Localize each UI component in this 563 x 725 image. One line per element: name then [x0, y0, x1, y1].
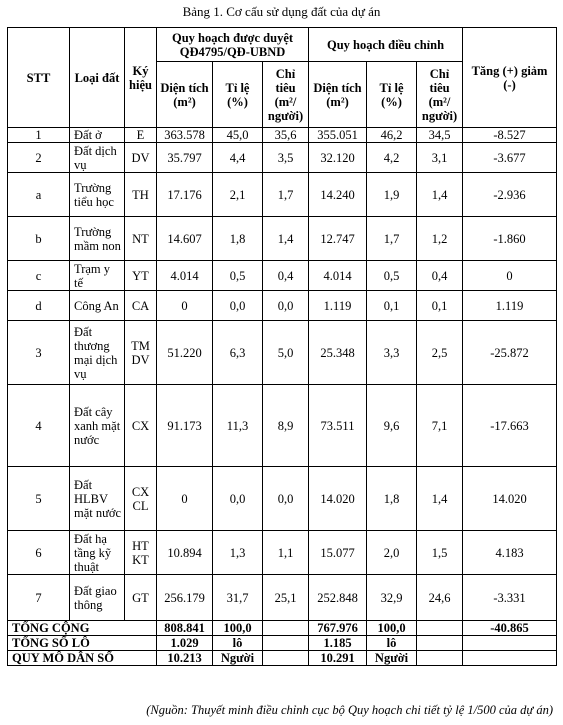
row-area-adjusted: 14.020	[309, 467, 367, 531]
row-area-approved: 51.220	[157, 321, 213, 385]
row-ratio-approved: 6,3	[213, 321, 263, 385]
row-stt: a	[8, 173, 70, 217]
row-index-approved: 35,6	[263, 128, 309, 143]
population-unit-approved: Người	[213, 651, 263, 666]
row-area-adjusted: 1.119	[309, 291, 367, 321]
header-stt: STT	[8, 28, 70, 128]
total-empty-1	[263, 621, 309, 636]
row-area-approved: 35.797	[157, 143, 213, 173]
row-change: 1.119	[463, 291, 557, 321]
row-land-type: Đất thương mại dịch vụ	[70, 321, 125, 385]
row-area-adjusted: 252.848	[309, 575, 367, 621]
row-change: 0	[463, 261, 557, 291]
header-area-adjusted: Diện tích (m²)	[309, 62, 367, 128]
row-ratio-approved: 0,0	[213, 467, 263, 531]
row-land-type: Đất hạ tầng kỹ thuật	[70, 531, 125, 575]
row-land-type: Đất ở	[70, 128, 125, 143]
row-code: E	[125, 128, 157, 143]
population-label: QUY MÔ DÂN SỐ	[8, 651, 157, 666]
table-row	[8, 173, 557, 217]
row-ratio-approved: 11,3	[213, 385, 263, 467]
total-ratio-adjusted: 100,0	[367, 621, 417, 636]
total-empty-2	[417, 621, 463, 636]
row-index-approved: 0,0	[263, 291, 309, 321]
row-change: -1.860	[463, 217, 557, 261]
land-use-table	[7, 27, 557, 666]
row-land-type: Công An	[70, 291, 125, 321]
lots-empty-1	[263, 636, 309, 651]
row-area-approved: 256.179	[157, 575, 213, 621]
row-change: -3.331	[463, 575, 557, 621]
row-area-adjusted: 4.014	[309, 261, 367, 291]
row-area-approved: 0	[157, 467, 213, 531]
row-index-adjusted: 1,5	[417, 531, 463, 575]
population-approved: 10.213	[157, 651, 213, 666]
header-approved-plan: Quy hoạch được duyệt QĐ4795/QĐ-UBND	[157, 28, 309, 62]
row-area-approved: 14.607	[157, 217, 213, 261]
row-ratio-adjusted: 3,3	[367, 321, 417, 385]
row-area-approved: 4.014	[157, 261, 213, 291]
row-index-approved: 1,7	[263, 173, 309, 217]
row-area-adjusted: 14.240	[309, 173, 367, 217]
row-ratio-approved: 2,1	[213, 173, 263, 217]
total-label: TỔNG CỘNG	[8, 621, 157, 636]
row-stt: c	[8, 261, 70, 291]
population-adjusted: 10.291	[309, 651, 367, 666]
lots-adjusted: 1.185	[309, 636, 367, 651]
table-row	[8, 531, 557, 575]
row-index-adjusted: 0,4	[417, 261, 463, 291]
table-title: Bảng 1. Cơ cấu sử dụng đất của dự án	[182, 4, 381, 19]
population-empty-1	[263, 651, 309, 666]
row-ratio-approved: 45,0	[213, 128, 263, 143]
row-land-type: Đất dịch vụ	[70, 143, 125, 173]
row-index-approved: 3,5	[263, 143, 309, 173]
row-index-adjusted: 0,1	[417, 291, 463, 321]
population-empty-2	[417, 651, 463, 666]
row-code: DV	[125, 143, 157, 173]
row-land-type: Đất giao thông	[70, 575, 125, 621]
row-area-approved: 363.578	[157, 128, 213, 143]
header-land-type: Loại đất	[70, 28, 125, 128]
lots-empty-2	[417, 636, 463, 651]
total-ratio-approved: 100,0	[213, 621, 263, 636]
lots-label: TỔNG SỐ LÔ	[8, 636, 157, 651]
header-ratio-adjusted: Tỉ lệ (%)	[367, 62, 417, 128]
row-area-approved: 91.173	[157, 385, 213, 467]
row-ratio-adjusted: 9,6	[367, 385, 417, 467]
header-code: Ký hiệu	[125, 28, 157, 128]
table-row	[8, 575, 557, 621]
row-area-adjusted: 355.051	[309, 128, 367, 143]
table-row	[8, 217, 557, 261]
row-change: 4.183	[463, 531, 557, 575]
row-ratio-approved: 0,0	[213, 291, 263, 321]
row-code: NT	[125, 217, 157, 261]
row-stt: b	[8, 217, 70, 261]
table-header	[8, 28, 557, 128]
row-change: -2.936	[463, 173, 557, 217]
row-land-type: Trạm y tế	[70, 261, 125, 291]
table-row	[8, 467, 557, 531]
row-code: HT KT	[125, 531, 157, 575]
row-index-adjusted: 1,4	[417, 173, 463, 217]
row-ratio-adjusted: 32,9	[367, 575, 417, 621]
table-row	[8, 128, 557, 143]
row-change: -25.872	[463, 321, 557, 385]
lots-empty-3	[463, 636, 557, 651]
row-index-approved: 8,9	[263, 385, 309, 467]
lots-unit-approved: lô	[213, 636, 263, 651]
row-ratio-approved: 1,8	[213, 217, 263, 261]
row-area-adjusted: 32.120	[309, 143, 367, 173]
row-ratio-adjusted: 1,8	[367, 467, 417, 531]
population-unit-adjusted: Người	[367, 651, 417, 666]
row-code: YT	[125, 261, 157, 291]
row-ratio-adjusted: 2,0	[367, 531, 417, 575]
header-adjusted-plan: Quy hoạch điều chỉnh	[309, 28, 463, 62]
total-change: -40.865	[463, 621, 557, 636]
row-ratio-adjusted: 1,7	[367, 217, 417, 261]
total-area-adjusted: 767.976	[309, 621, 367, 636]
table-footer	[8, 621, 557, 666]
row-change: -3.677	[463, 143, 557, 173]
row-index-approved: 0,4	[263, 261, 309, 291]
table-row	[8, 291, 557, 321]
row-stt: 3	[8, 321, 70, 385]
row-area-adjusted: 12.747	[309, 217, 367, 261]
row-land-type: Đất cây xanh mặt nước	[70, 385, 125, 467]
lots-approved: 1.029	[157, 636, 213, 651]
row-ratio-adjusted: 46,2	[367, 128, 417, 143]
row-ratio-approved: 1,3	[213, 531, 263, 575]
row-stt: 2	[8, 143, 70, 173]
row-code: CX CL	[125, 467, 157, 531]
table-row	[8, 385, 557, 467]
row-stt: 4	[8, 385, 70, 467]
row-ratio-approved: 4,4	[213, 143, 263, 173]
row-code: GT	[125, 575, 157, 621]
row-index-adjusted: 1,4	[417, 467, 463, 531]
row-code: CX	[125, 385, 157, 467]
row-index-adjusted: 3,1	[417, 143, 463, 173]
row-area-approved: 10.894	[157, 531, 213, 575]
row-index-adjusted: 24,6	[417, 575, 463, 621]
row-code: CA	[125, 291, 157, 321]
row-ratio-approved: 0,5	[213, 261, 263, 291]
row-ratio-approved: 31,7	[213, 575, 263, 621]
row-ratio-adjusted: 0,1	[367, 291, 417, 321]
table-row	[8, 143, 557, 173]
row-stt: 5	[8, 467, 70, 531]
row-area-adjusted: 73.511	[309, 385, 367, 467]
header-area-approved: Diện tích (m²)	[157, 62, 213, 128]
row-ratio-adjusted: 0,5	[367, 261, 417, 291]
row-index-approved: 0,0	[263, 467, 309, 531]
row-stt: d	[8, 291, 70, 321]
row-land-type: Trường mầm non	[70, 217, 125, 261]
row-change: -8.527	[463, 128, 557, 143]
row-area-approved: 17.176	[157, 173, 213, 217]
row-area-adjusted: 25.348	[309, 321, 367, 385]
total-area-approved: 808.841	[157, 621, 213, 636]
row-stt: 1	[8, 128, 70, 143]
header-index-approved: Chỉ tiêu (m²/ người)	[263, 62, 309, 128]
row-index-approved: 25,1	[263, 575, 309, 621]
table-row	[8, 321, 557, 385]
row-index-adjusted: 1,2	[417, 217, 463, 261]
header-index-adjusted: Chỉ tiêu (m²/ người)	[417, 62, 463, 128]
header-change: Tăng (+) giảm (-)	[463, 28, 557, 128]
source-note: (Nguồn: Thuyết minh điều chỉnh cục bộ Quy hoạch chi tiết tỷ lệ 1/500 của dự án)	[146, 703, 553, 717]
row-ratio-adjusted: 4,2	[367, 143, 417, 173]
population-empty-3	[463, 651, 557, 666]
header-ratio-approved: Tỉ lệ (%)	[213, 62, 263, 128]
row-area-approved: 0	[157, 291, 213, 321]
row-change: 14.020	[463, 467, 557, 531]
row-index-adjusted: 7,1	[417, 385, 463, 467]
table-body	[8, 128, 557, 621]
row-area-adjusted: 15.077	[309, 531, 367, 575]
row-code: TH	[125, 173, 157, 217]
row-stt: 6	[8, 531, 70, 575]
lots-unit-adjusted: lô	[367, 636, 417, 651]
row-land-type: Trường tiểu học	[70, 173, 125, 217]
row-index-approved: 1,1	[263, 531, 309, 575]
row-index-approved: 1,4	[263, 217, 309, 261]
row-index-approved: 5,0	[263, 321, 309, 385]
table-row	[8, 261, 557, 291]
row-index-adjusted: 2,5	[417, 321, 463, 385]
row-change: -17.663	[463, 385, 557, 467]
row-land-type: Đất HLBV mặt nước	[70, 467, 125, 531]
row-stt: 7	[8, 575, 70, 621]
row-index-adjusted: 34,5	[417, 128, 463, 143]
row-ratio-adjusted: 1,9	[367, 173, 417, 217]
row-code: TM DV	[125, 321, 157, 385]
